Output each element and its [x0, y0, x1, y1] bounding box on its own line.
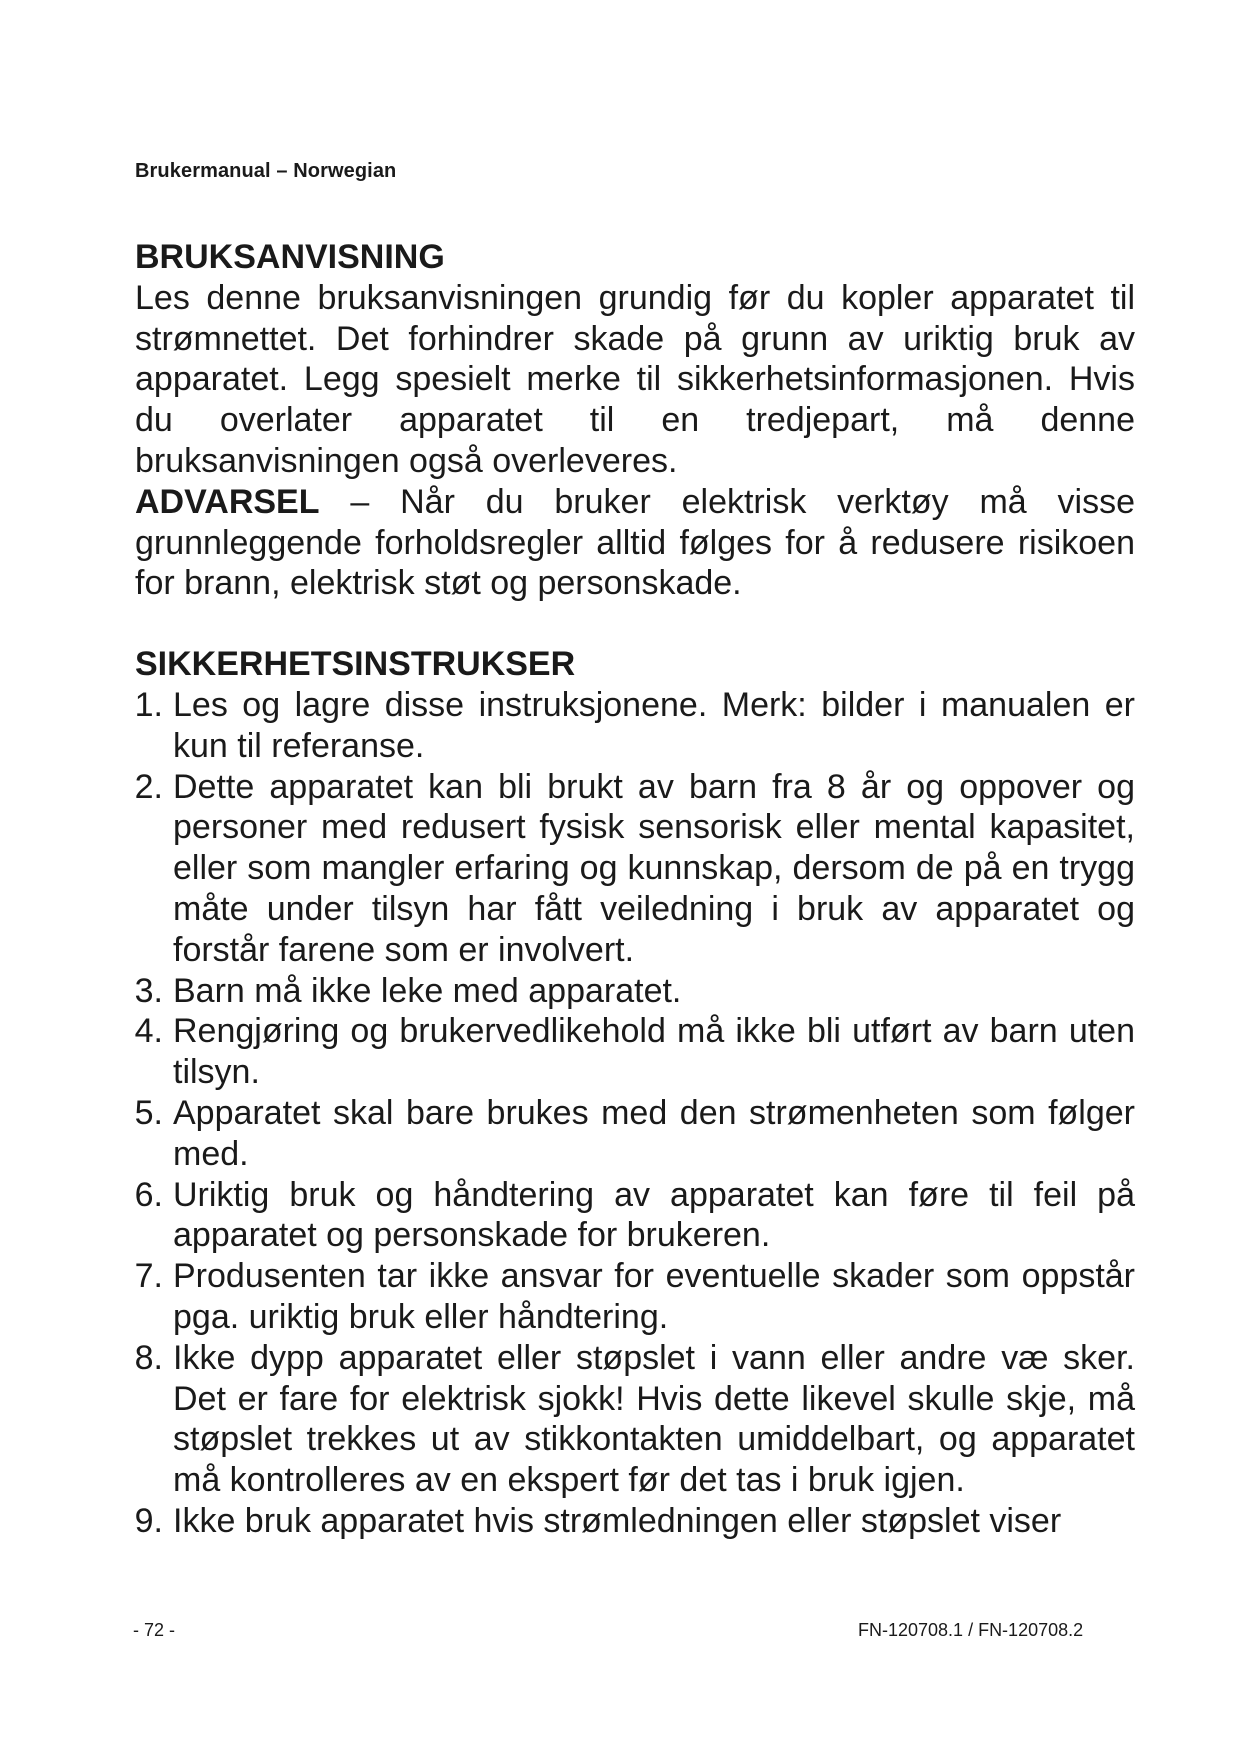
intro-heading: BRUKSANVISNING — [135, 238, 445, 276]
list-item — [135, 971, 1135, 1012]
list-item-text: Uriktig bruk og håndtering av apparatet kan føre til feil på apparatet og personskade for brukeren. — [173, 1175, 1135, 1255]
list-item — [135, 685, 1135, 767]
list-item-number: 2. — [134, 767, 163, 806]
list-item-text: Apparatet skal bare brukes med den strømenheten som følger med. — [173, 1093, 1135, 1173]
safety-heading: SIKKERHETSINSTRUKSER — [135, 645, 576, 684]
list-item-text: Produsenten tar ikke ansvar for eventuelle skader som oppstår pga. uriktig bruk eller håndtering. — [173, 1257, 1135, 1336]
safety-list — [135, 685, 1135, 1542]
list-item-text: Ikke bruk apparatet hvis strømledningen eller støpslet viser — [173, 1501, 1062, 1540]
section-spacer — [135, 604, 1135, 644]
list-item-text: Dette apparatet kan bli brukt av barn fra 8 år og oppover og personer med redusert fysisk sensorisk eller mental kapasitet, eller som mangler erfaring og kunnskap, dersom de på en trygg måte under tilsyn har fått veiledning i bruk av apparatet og forstår farene som er involvert. — [173, 767, 1135, 969]
list-item-number: 3. — [134, 971, 163, 1010]
list-item-number: 7. — [134, 1257, 163, 1296]
warning-label: ADVARSEL — [135, 482, 320, 521]
list-item-number: 6. — [134, 1175, 163, 1214]
intro-paragraph: Les denne bruksanvisningen grundig før du kopler apparatet til strømnettet. Det forhindrer skade på grunn av uriktig bruk av apparatet. Legg spesielt merke til sikkerhetsinformasjonen. Hvis du overlater apparatet til en tredjepart, må denne bruksanvisningen også overleveres. — [135, 278, 1135, 480]
list-item-number: 4. — [134, 1012, 163, 1051]
list-item-number: 5. — [134, 1093, 163, 1132]
list-item — [135, 1501, 1135, 1542]
list-item — [135, 1093, 1135, 1175]
list-item-number: 8. — [134, 1338, 163, 1377]
list-item — [135, 1338, 1135, 1501]
list-item-text: Les og lagre disse instruksjonene. Merk: bilder i manualen er kun til referanse. — [173, 685, 1135, 765]
model-numbers: FN-120708.1 / FN-120708.2 — [858, 1620, 1084, 1640]
page-number: - 72 - — [133, 1620, 176, 1640]
list-item — [135, 767, 1135, 971]
list-item-text: Rengjøring og brukervedlikehold må ikke bli utført av barn uten tilsyn. — [173, 1012, 1135, 1092]
page-content — [135, 237, 1135, 1542]
list-item-number: 9. — [134, 1501, 163, 1540]
running-header: Brukermanual – Norwegian — [135, 160, 397, 182]
list-item-text: Barn må ikke leke med apparatet. — [173, 971, 682, 1010]
warning-text: – Når du bruker elektrisk verktøy må visse grunnleggende forholdsregler alltid følges for å redusere risikoen for brann, elektrisk støt og personskade. — [135, 482, 1135, 603]
list-item — [135, 1256, 1135, 1338]
warning-paragraph — [135, 482, 1135, 604]
list-item — [135, 1011, 1135, 1093]
list-item-text: Ikke dypp apparatet eller støpslet i vann eller andre væ sker. Det er fare for elektrisk sjokk! Hvis dette likevel skulle skje, må støpslet trekkes ut av stikkontakten umiddelbart, og apparatet må kontrolleres av en ekspert før det tas i bruk igjen. — [173, 1338, 1135, 1500]
list-item — [135, 1175, 1135, 1257]
list-item-number: 1. — [134, 685, 163, 724]
